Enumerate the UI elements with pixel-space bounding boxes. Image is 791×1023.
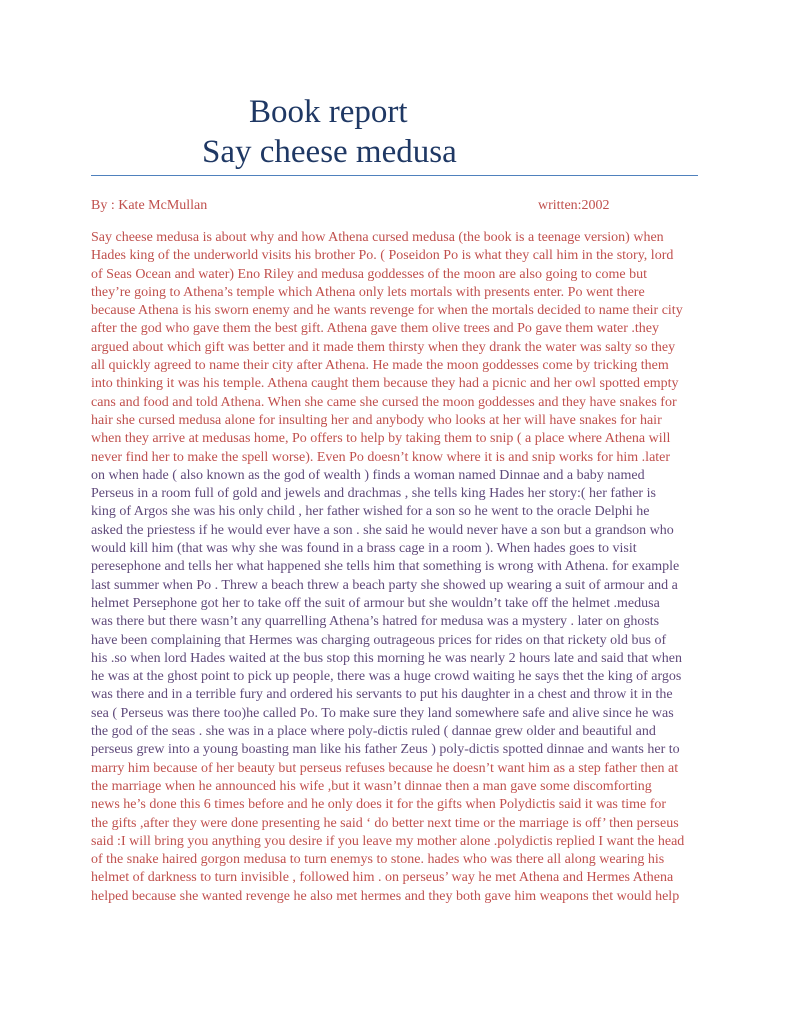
body-line: he was at the ghost point to pick up people, there was a huge crowd waiting he says thet the king of argos — [91, 669, 682, 685]
report-body — [91, 229, 711, 906]
written-year: written:2002 — [538, 198, 610, 213]
body-line: Say cheese medusa is about why and how Athena cursed medusa (the book is a teenage version) when — [91, 230, 664, 245]
body-line: on when hade ( also known as the god of wealth ) finds a woman named Dinnae and a baby named — [91, 467, 645, 483]
body-line: asked the priestess if he would ever have a son . she said he would never have a son but a grandson who — [91, 522, 674, 538]
body-line: after the god who gave them the best gift. Athena gave them olive trees and Po gave them water .they — [91, 321, 659, 337]
body-line: hair she cursed medusa alone for insulting her and anybody who looks at her will have snakes for hair — [91, 412, 662, 428]
body-line: would kill him (that was why she was found in a brass cage in a room ). When hades goes to visit — [91, 541, 637, 557]
body-line: was there but there wasn’t any quarrelling Athena’s hatred for medusa was a mystery . later on ghosts — [91, 614, 660, 630]
body-line: marry him because of her beauty but perseus refuses because he doesn’t want him as a step father then at — [91, 760, 679, 776]
body-line: was there and in a terrible fury and ordered his servants to put his daughter in a chest and throw it in the — [91, 687, 673, 703]
title-block — [0, 92, 791, 172]
body-line: when they arrive at medusas home, Po offers to help by taking them to snip ( a place where Athena will — [91, 431, 671, 447]
body-line: his .so when lord Hades waited at the bus stop this morning he was nearly 2 hours late and said that when — [91, 650, 682, 666]
body-line: argued about which gift was better and it made them thirsty when they drank the water was salty so they — [91, 339, 676, 355]
book-title: Say cheese medusa — [202, 134, 457, 170]
body-line: perseus grew into a young boasting man like his father Zeus ) poly-dictis spotted dinnae and wants her to — [91, 742, 680, 758]
body-line: king of Argos she was his only child , her father wished for a son so he went to the oracle Delphi he — [91, 504, 650, 520]
body-line: never find her to make the spell worse). Even Po doesn’t know where it is and snip works for him .later — [91, 449, 671, 465]
body-line: of the snake haired gorgon medusa to turn enemys to stone. hades who was there all along wearing his — [91, 852, 665, 868]
body-line: last summer when Po . Threw a beach threw a beach party she showed up wearing a suit of armour and a — [91, 577, 678, 593]
body-line: the gifts ,after they were done presenting he said ‘ do better next time or the marriage is off’ then perseus — [91, 815, 679, 831]
body-line: the god of the seas . she was in a place where poly-dictis ruled ( dannae grew older and beautiful and — [91, 724, 656, 740]
body-line: they’re going to Athena’s temple which Athena only lets mortals with presents enter. Po went there — [91, 284, 645, 300]
body-line: the marriage when he announced his wife ,but it wasn’t dinnae then a man gave some discomforting — [91, 778, 652, 794]
body-line: helmet Persephone got her to take off the suit of armour but she wouldn’t take off the helmet .medusa — [91, 595, 660, 611]
author-line: By : Kate McMullan — [91, 198, 208, 213]
body-line: have been complaining that Hermes was charging outrageous prices for rides on that rickety old bus of — [91, 632, 667, 648]
body-line: news he’s done this 6 times before and he only does it for the gifts when Polydictis said it was time for — [91, 797, 667, 813]
body-line: into thinking it was his temple. Athena caught them because they had a picnic and her owl spotted empty — [91, 376, 679, 392]
body-line: peresephone and tells her what happened she tells him that something is wrong with Athena. for example — [91, 559, 680, 575]
body-line: Perseus in a room full of gold and jewels and drachmas , she tells king Hades her story:( her father is — [91, 486, 656, 502]
body-line: helped because she wanted revenge he also met hermes and they both gave him weapons thet would help — [91, 888, 680, 904]
body-line: sea ( Perseus was there too)he called Po. To make sure they land somewhere safe and alive since he was — [91, 705, 674, 721]
body-line: all quickly agreed to name their city after Athena. He made the moon goddesses come by tricking them — [91, 358, 669, 374]
body-line: said :I will bring you anything you desire if you leave my mother alone .polydictis replied I want the head — [91, 833, 685, 849]
body-line: of Seas Ocean and water) Eno Riley and medusa goddesses of the moon are also going to come but — [91, 266, 647, 282]
body-line: because Athena is his sworn enemy and he wants revenge for when the mortals decided to name their city — [91, 303, 683, 319]
body-line: helmet of darkness to turn invisible , followed him . on perseus’ way he met Athena and Hermes Athena — [91, 870, 674, 886]
title-divider — [91, 175, 698, 176]
report-title: Book report — [249, 94, 408, 130]
body-line: cans and food and told Athena. When she came she cursed the moon goddesses and they have snakes for — [91, 394, 677, 410]
body-line: Hades king of the underworld visits his brother Po. ( Poseidon Po is what they call him in the story, lord — [91, 248, 674, 264]
